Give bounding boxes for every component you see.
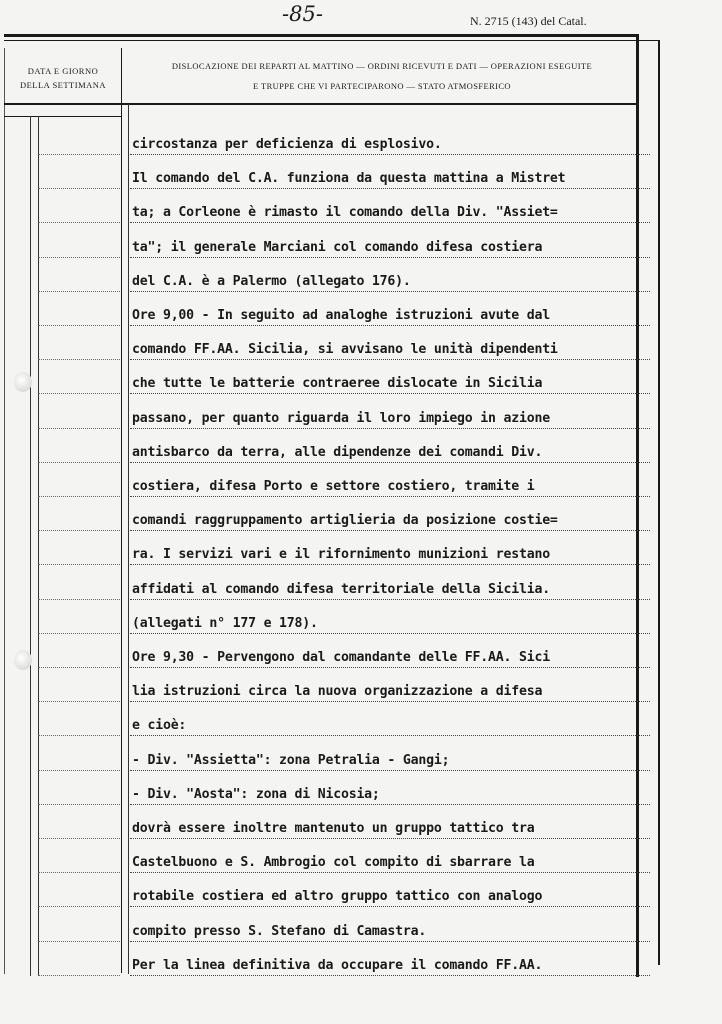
text-line-content: Castelbuono e S. Ambrogio col compito di sbarrare la xyxy=(132,855,535,871)
text-line xyxy=(130,534,650,565)
date-column-line xyxy=(38,906,120,907)
text-line xyxy=(130,569,650,600)
text-line-content: Il comando del C.A. funziona da questa mattina a Mistret xyxy=(132,171,566,187)
text-line xyxy=(130,124,650,155)
text-line xyxy=(130,227,650,258)
column-divider xyxy=(121,48,122,973)
operations-column-header xyxy=(134,56,630,96)
text-line xyxy=(130,192,650,223)
text-line xyxy=(130,808,650,839)
text-line xyxy=(130,500,650,531)
date-column-line xyxy=(38,530,120,531)
text-line xyxy=(130,911,650,942)
date-header-line-1: DATA E GIORNO xyxy=(27,66,99,76)
text-line-content: Per la linea definitiva da occupare il comando FF.AA. xyxy=(132,957,543,973)
frame-top-rule xyxy=(4,40,660,41)
date-column-line xyxy=(38,257,120,258)
date-column-line xyxy=(38,735,120,736)
text-line xyxy=(130,261,650,292)
text-line-content: compito presso S. Stefano di Camastra. xyxy=(132,923,427,939)
page-number: -85- xyxy=(282,2,323,26)
text-line xyxy=(130,740,650,771)
text-line-content: affidati al comando difesa territoriale della Sicilia. xyxy=(132,581,550,597)
date-column-line xyxy=(38,804,120,805)
text-line-content: circostanza per deficienza di esplosivo. xyxy=(132,137,442,152)
date-column-line xyxy=(38,393,120,394)
date-column-line xyxy=(38,496,120,497)
text-line-content: e cioè: xyxy=(132,718,187,734)
text-line-content: Ore 9,00 - In seguito ad analoghe istruzioni avute dal xyxy=(132,308,550,323)
text-line-content: (allegati n° 177 e 178). xyxy=(132,615,318,631)
text-line xyxy=(130,876,650,907)
date-column-header xyxy=(6,64,120,92)
header-rule xyxy=(4,103,636,105)
date-column-line xyxy=(38,941,120,942)
text-line xyxy=(130,398,650,429)
date-column-line xyxy=(38,462,120,463)
date-column-line xyxy=(38,975,120,976)
punch-hole-top xyxy=(14,372,32,392)
text-line xyxy=(130,637,650,668)
text-line-content: ra. I servizi vari e il rifornimento munizioni restano xyxy=(132,547,550,563)
text-line xyxy=(130,363,650,394)
date-column-line xyxy=(38,428,120,429)
text-line xyxy=(130,295,650,326)
text-line xyxy=(130,329,650,360)
text-line xyxy=(130,603,650,634)
left-header-rule xyxy=(4,116,122,117)
date-column-line xyxy=(38,154,120,155)
catalog-reference: N. 2715 (143) del Catal. xyxy=(470,14,587,28)
text-line-content: passano, per quanto riguarda il loro impiego in azione xyxy=(132,410,550,426)
date-header-line-2: DELLA SETTIMANA xyxy=(19,80,107,90)
text-line-content: costiera, difesa Porto e settore costiero, tramite i xyxy=(132,479,535,494)
date-column-line xyxy=(38,701,120,702)
left-column-rule-b xyxy=(38,116,39,976)
text-line xyxy=(130,842,650,873)
date-column-line xyxy=(38,188,120,189)
text-line xyxy=(130,158,650,189)
left-column-rule-a xyxy=(30,116,31,976)
punch-hole-bottom xyxy=(14,650,32,670)
text-line-content: - Div. "Assietta": zona Petralia - Gangi; xyxy=(132,752,450,768)
text-line-content: ta; a Corleone è rimasto il comando della Div. "Assiet= xyxy=(132,205,558,221)
text-line-content: - Div. "Aosta": zona di Nicosia; xyxy=(132,786,380,802)
text-line-content: dovrà essere inoltre mantenuto un gruppo tattico tra xyxy=(132,821,535,836)
text-line xyxy=(130,774,650,805)
text-line-content: rotabile costiera ed altro gruppo tattico con analogo xyxy=(132,889,543,905)
text-line-content: antisbarco da terra, alle dipendenze dei comandi Div. xyxy=(132,444,543,460)
date-column-line xyxy=(38,325,120,326)
text-line-content: Ore 9,30 - Pervengono dal comandante delle FF.AA. Sici xyxy=(132,650,550,665)
text-line-content: lia istruzioni circa la nuova organizzazione a difesa xyxy=(132,684,543,700)
date-column-line xyxy=(38,222,120,223)
date-column-line xyxy=(38,564,120,565)
text-line-content: del C.A. è a Palermo (allegato 176). xyxy=(132,273,411,289)
frame-outer-right-rule xyxy=(658,40,660,965)
text-line xyxy=(130,705,650,736)
date-column-line xyxy=(38,291,120,292)
text-line-content: ta"; il generale Marciani col comando difesa costiera xyxy=(132,239,543,255)
text-line-content: comandi raggruppamento artiglieria da posizione costie= xyxy=(132,513,558,529)
column-divider-inner xyxy=(128,104,129,974)
text-line-content: comando FF.AA. Sicilia, si avvisano le unità dipendenti xyxy=(132,342,558,358)
date-column-line xyxy=(38,359,120,360)
text-line xyxy=(130,671,650,702)
text-line-content: che tutte le batterie contraeree dislocate in Sicilia xyxy=(132,376,543,392)
operations-header-line-1: DISLOCAZIONE DEI REPARTI AL MATTINO — ORDINI RICEVUTI E DATI — OPERAZIONI ESEGUITE xyxy=(171,61,593,71)
frame-left-border xyxy=(4,48,5,974)
text-line xyxy=(130,432,650,463)
date-column-line xyxy=(38,872,120,873)
text-line xyxy=(130,466,650,497)
operations-header-line-2: E TRUPPE CHE VI PARTECIPARONO — STATO ATMOSFERICO xyxy=(253,81,511,91)
date-column-line xyxy=(38,667,120,668)
date-column-line xyxy=(38,633,120,634)
date-column-line xyxy=(38,770,120,771)
date-column-line xyxy=(38,599,120,600)
date-column-line xyxy=(38,838,120,839)
text-line xyxy=(130,945,650,976)
